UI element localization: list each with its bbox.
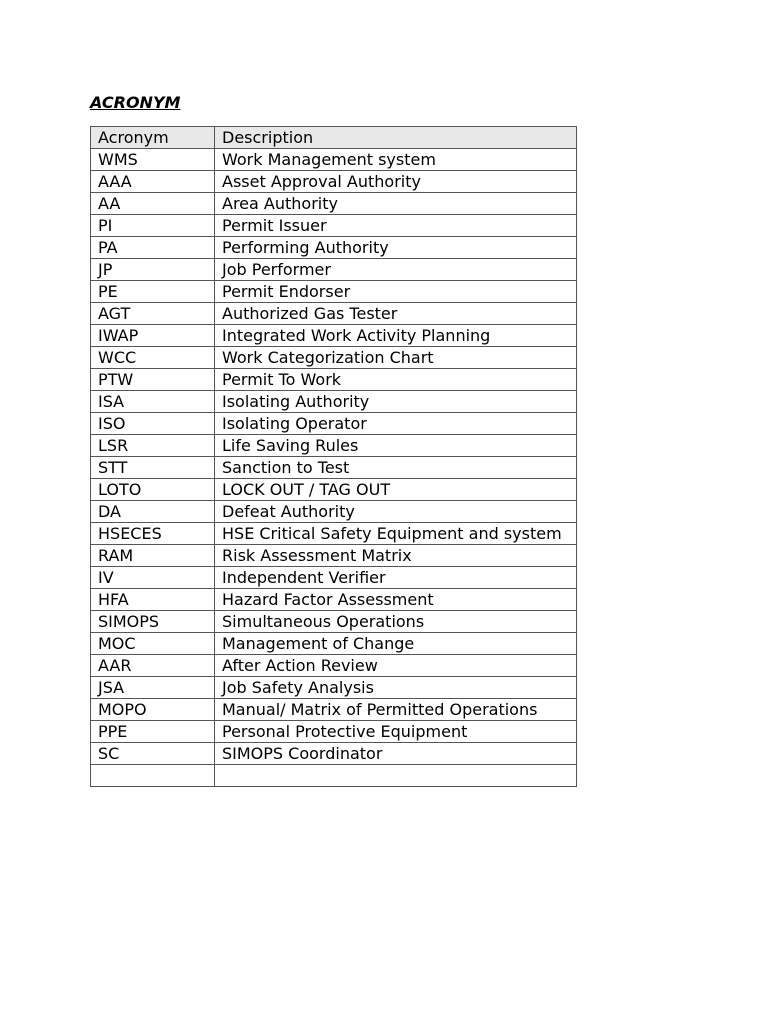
- description-cell: Area Authority: [215, 193, 577, 215]
- table-row: [91, 677, 577, 699]
- description-cell: Management of Change: [215, 633, 577, 655]
- description-cell: Work Categorization Chart: [215, 347, 577, 369]
- acronym-cell: MOC: [91, 633, 215, 655]
- description-cell: Risk Assessment Matrix: [215, 545, 577, 567]
- table-row: [91, 413, 577, 435]
- acronym-cell: [91, 765, 215, 787]
- acronym-cell: LSR: [91, 435, 215, 457]
- table-row: [91, 435, 577, 457]
- table-row: [91, 325, 577, 347]
- acronym-cell: JSA: [91, 677, 215, 699]
- table-row: [91, 611, 577, 633]
- page-title: ACRONYM: [90, 93, 181, 112]
- table-row: [91, 721, 577, 743]
- acronym-cell: HSECES: [91, 523, 215, 545]
- table-row: [91, 479, 577, 501]
- column-header-acronym: Acronym: [91, 127, 215, 149]
- acronym-cell: PPE: [91, 721, 215, 743]
- table-header-row: [91, 127, 577, 149]
- table-row: [91, 545, 577, 567]
- table-body: [91, 149, 577, 787]
- acronym-cell: WCC: [91, 347, 215, 369]
- description-cell: LOCK OUT / TAG OUT: [215, 479, 577, 501]
- column-header-description: Description: [215, 127, 577, 149]
- table-row: [91, 765, 577, 787]
- acronym-cell: SIMOPS: [91, 611, 215, 633]
- acronym-cell: AGT: [91, 303, 215, 325]
- description-cell: After Action Review: [215, 655, 577, 677]
- description-cell: Manual/ Matrix of Permitted Operations: [215, 699, 577, 721]
- acronym-cell: HFA: [91, 589, 215, 611]
- description-cell: Permit Endorser: [215, 281, 577, 303]
- description-cell: Simultaneous Operations: [215, 611, 577, 633]
- table-row: [91, 369, 577, 391]
- table-row: [91, 633, 577, 655]
- acronym-cell: JP: [91, 259, 215, 281]
- table-row: [91, 501, 577, 523]
- table-row: [91, 743, 577, 765]
- description-cell: Hazard Factor Assessment: [215, 589, 577, 611]
- acronym-cell: LOTO: [91, 479, 215, 501]
- description-cell: Independent Verifier: [215, 567, 577, 589]
- description-cell: Isolating Operator: [215, 413, 577, 435]
- table-row: [91, 655, 577, 677]
- table-row: [91, 237, 577, 259]
- acronym-cell: MOPO: [91, 699, 215, 721]
- acronym-cell: IV: [91, 567, 215, 589]
- table-row: [91, 303, 577, 325]
- description-cell: Authorized Gas Tester: [215, 303, 577, 325]
- description-cell: Defeat Authority: [215, 501, 577, 523]
- table-row: [91, 281, 577, 303]
- table-row: [91, 391, 577, 413]
- acronym-table: [90, 126, 577, 787]
- acronym-cell: PE: [91, 281, 215, 303]
- acronym-cell: PA: [91, 237, 215, 259]
- acronym-cell: PTW: [91, 369, 215, 391]
- table-row: [91, 171, 577, 193]
- acronym-cell: SC: [91, 743, 215, 765]
- description-cell: Job Safety Analysis: [215, 677, 577, 699]
- description-cell: Work Management system: [215, 149, 577, 171]
- table-row: [91, 567, 577, 589]
- description-cell: Permit To Work: [215, 369, 577, 391]
- description-cell: Asset Approval Authority: [215, 171, 577, 193]
- acronym-cell: AA: [91, 193, 215, 215]
- acronym-cell: ISO: [91, 413, 215, 435]
- description-cell: Permit Issuer: [215, 215, 577, 237]
- acronym-cell: DA: [91, 501, 215, 523]
- description-cell: Job Performer: [215, 259, 577, 281]
- acronym-cell: STT: [91, 457, 215, 479]
- description-cell: Personal Protective Equipment: [215, 721, 577, 743]
- acronym-cell: PI: [91, 215, 215, 237]
- table-row: [91, 149, 577, 171]
- table-row: [91, 523, 577, 545]
- acronym-cell: AAA: [91, 171, 215, 193]
- acronym-cell: WMS: [91, 149, 215, 171]
- table-row: [91, 259, 577, 281]
- description-cell: Performing Authority: [215, 237, 577, 259]
- table-row: [91, 589, 577, 611]
- table-row: [91, 193, 577, 215]
- table-row: [91, 215, 577, 237]
- table-row: [91, 699, 577, 721]
- description-cell: Isolating Authority: [215, 391, 577, 413]
- description-cell: SIMOPS Coordinator: [215, 743, 577, 765]
- acronym-cell: AAR: [91, 655, 215, 677]
- table-row: [91, 347, 577, 369]
- description-cell: HSE Critical Safety Equipment and system: [215, 523, 577, 545]
- description-cell: [215, 765, 577, 787]
- acronym-cell: RAM: [91, 545, 215, 567]
- description-cell: Sanction to Test: [215, 457, 577, 479]
- acronym-cell: ISA: [91, 391, 215, 413]
- description-cell: Integrated Work Activity Planning: [215, 325, 577, 347]
- description-cell: Life Saving Rules: [215, 435, 577, 457]
- table-row: [91, 457, 577, 479]
- acronym-cell: IWAP: [91, 325, 215, 347]
